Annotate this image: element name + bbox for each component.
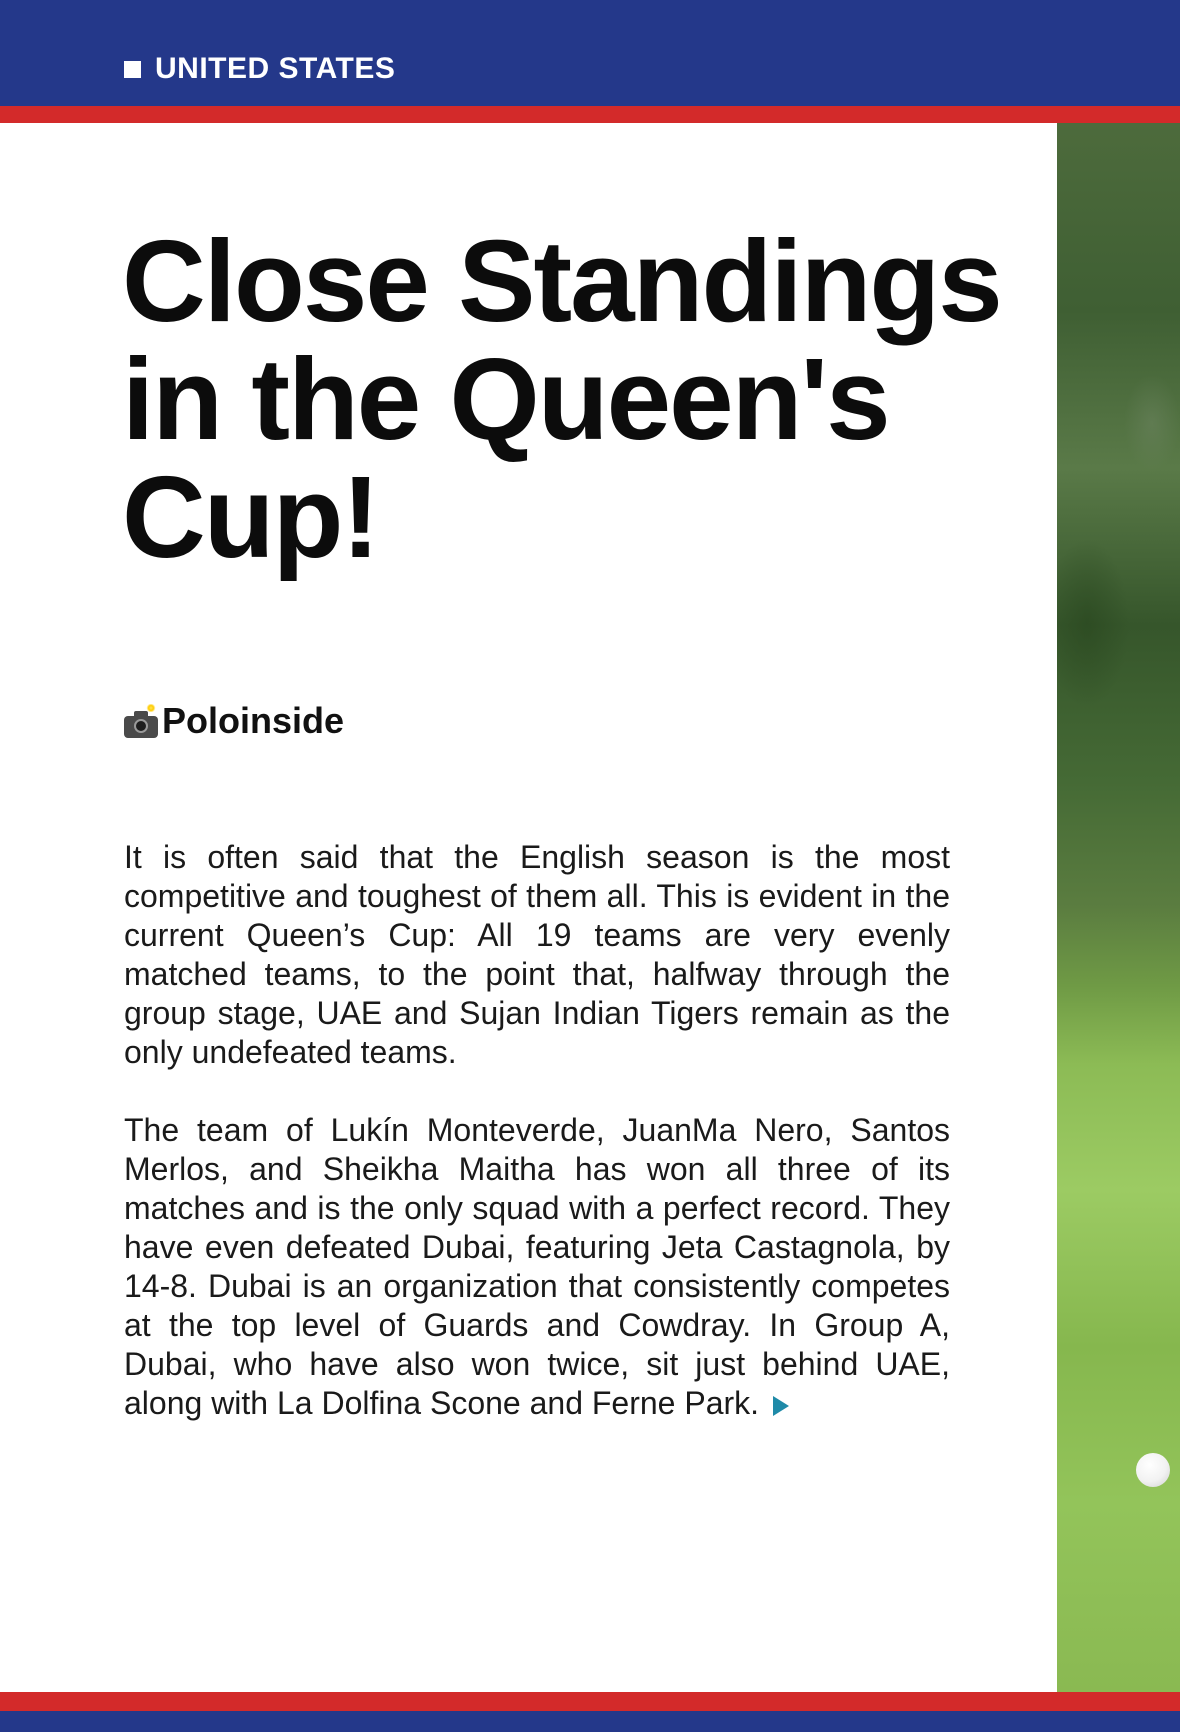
article-body	[124, 838, 950, 1462]
camera-flash-icon	[124, 710, 158, 736]
footer-bar	[0, 1711, 1180, 1732]
square-bullet-icon	[124, 61, 141, 78]
photo-credit-text: Poloinside	[162, 700, 345, 741]
header-red-stripe	[0, 106, 1180, 123]
play-arrow-icon[interactable]	[773, 1396, 789, 1416]
article-paragraph-2	[124, 1111, 950, 1423]
section-label	[124, 52, 395, 86]
polo-ball-image	[1136, 1453, 1170, 1487]
article-title: Close Standings in the Queen's Cup!	[122, 216, 1001, 582]
footer-red-stripe	[0, 1692, 1180, 1711]
photo-credit	[124, 700, 344, 742]
article-paragraph-2-text: The team of Lukín Monteverde, JuanMa Nero, Santos Merlos, and Sheikha Maitha has won all three of its matches and is the only squad with a perfect record. They have even defeated Dubai, featuring Jeta Castagnola, by 14-8. Dubai is an organization that consistently competes at the top level of Guards and Cowdray. In Group A, Dubai, who have also won twice, sit just behind UAE, along with La Dolfina Scone and Ferne Park.	[124, 1112, 950, 1421]
article-paragraph-1: It is often said that the English season is the most competitive and toughest of them all. This is evident in the current Queen’s Cup: All 19 teams are very evenly matched teams, to the point that, halfway through the group stage, UAE and Sujan Indian Tigers remain as the only undefeated teams.	[124, 839, 950, 1070]
section-label-text: UNITED STATES	[155, 52, 396, 85]
